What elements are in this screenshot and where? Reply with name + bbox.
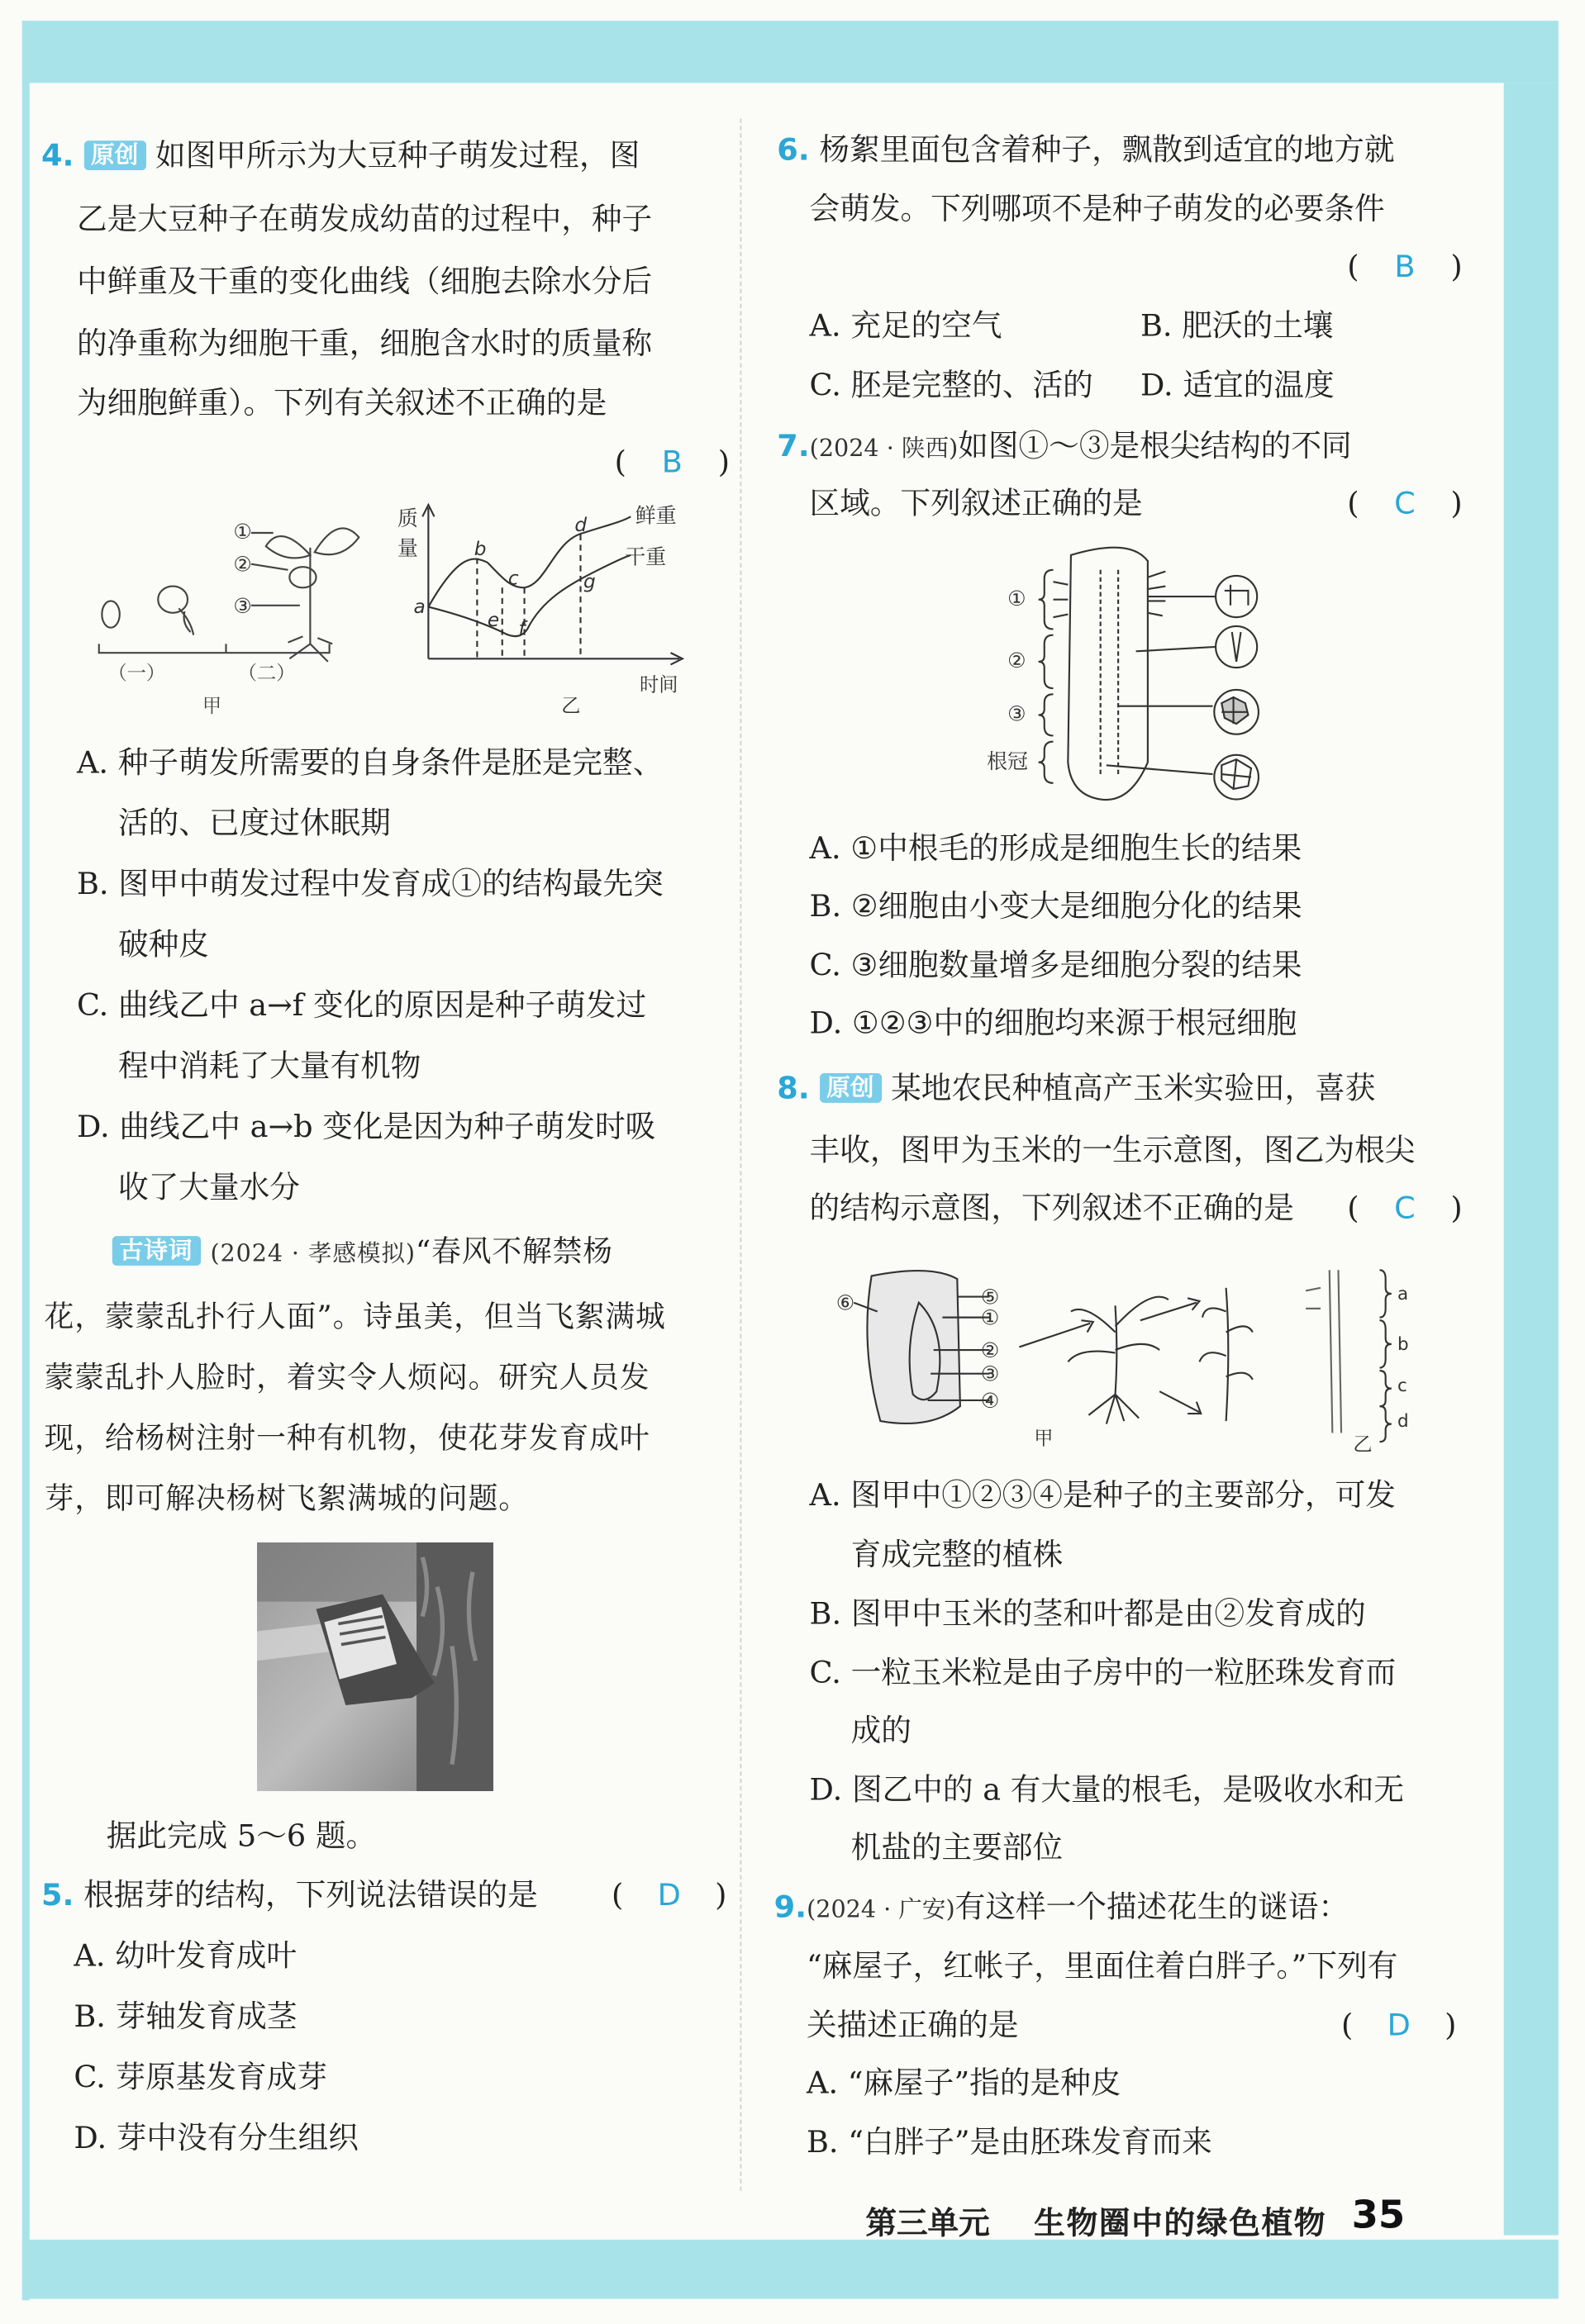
q7-answer-bracket: ( C ) xyxy=(1347,485,1463,521)
q8-option-d-1 xyxy=(810,1772,1405,1808)
q4-stem-3: 中鲜重及干重的变化曲线（细胞去除水分后 xyxy=(76,263,653,299)
q4-option-d-text-2: 收了大量水分 xyxy=(118,1169,300,1205)
q7-option-d-text: ①②③中的细胞均来源于根冠细胞 xyxy=(851,1005,1297,1041)
q7-option-b xyxy=(810,888,1302,924)
q4-option-c-1 xyxy=(77,987,646,1023)
brace-2 xyxy=(1039,635,1054,689)
cell-detail-2 xyxy=(1232,632,1241,662)
q7-label-c3: ③ xyxy=(1007,701,1026,726)
q7-root-tip-figure xyxy=(983,540,1278,807)
q4-option-c-text-2: 程中消耗了大量有机物 xyxy=(118,1048,421,1084)
q4-option-a-text-2: 活的、已度过休眠期 xyxy=(118,805,391,841)
q5-option-b-letter: B. xyxy=(74,1998,106,2034)
arrow-3 xyxy=(1159,1391,1201,1414)
q8-option-a-text-1: 图甲中①②③④是种子的主要部分，可发 xyxy=(850,1477,1396,1514)
q8-line-1 xyxy=(777,1070,1375,1105)
cell-detail-1 xyxy=(1225,585,1249,606)
q7-option-d xyxy=(810,1005,1297,1041)
q9-stem-1: 有这样一个描述花生的谜语： xyxy=(954,1889,1349,1925)
q4-option-d-1 xyxy=(77,1109,655,1144)
q8-label-a: a xyxy=(1397,1284,1409,1305)
q4-stem-1: 如图甲所示为大豆种子萌发过程，图 xyxy=(155,137,640,173)
q9-answer: D xyxy=(1387,2007,1411,2043)
q9-option-a-text: “麻屋子”指的是种皮 xyxy=(847,2065,1121,2101)
q8-label-b: b xyxy=(1397,1334,1409,1356)
q7-option-c xyxy=(810,948,1302,983)
q4-option-d-text-1: 曲线乙中 a→b 变化是因为种子萌发时吸 xyxy=(119,1108,656,1144)
q4-number: 4. xyxy=(41,137,74,173)
q4-label-c1: ① xyxy=(233,520,252,544)
instruction-5-6: 据此完成 5～6 题。 xyxy=(106,1818,377,1854)
q4-option-c-text-1: 曲线乙中 a→f 变化的原因是种子萌发过 xyxy=(118,987,647,1024)
seed-radicle xyxy=(178,608,193,634)
column-divider xyxy=(740,118,742,2190)
q4-stem-2: 乙是大豆种子在萌发成幼苗的过程中，种子 xyxy=(76,201,653,237)
q8-tag: 原创 xyxy=(819,1073,881,1103)
q8-corn-figure xyxy=(827,1258,1433,1458)
root-leader-lines xyxy=(1107,596,1216,774)
q4-stage-two: （二） xyxy=(237,662,296,685)
q9-option-a-letter: A. xyxy=(806,2065,839,2101)
q5-line-1 xyxy=(41,1877,538,1913)
q5-answer: D xyxy=(657,1876,681,1913)
q8-label-c2: ② xyxy=(980,1338,1000,1362)
q8-option-a-letter: A. xyxy=(809,1477,841,1514)
q4-answer-bracket: ( B ) xyxy=(614,444,731,480)
q6-stem-2: 会萌发。下列哪项不是种子萌发的必要条件 xyxy=(809,191,1385,227)
q4-line-1 xyxy=(41,138,640,173)
q9-option-b xyxy=(807,2124,1212,2160)
weight-curve-chart xyxy=(422,505,683,665)
q4-option-c-letter: C. xyxy=(76,987,109,1024)
q7-option-b-letter: B. xyxy=(809,888,842,924)
q8-label-c6: ⑥ xyxy=(835,1290,855,1315)
q8-option-d-letter: D. xyxy=(809,1771,843,1808)
q4-point-a: a xyxy=(413,595,426,618)
q8-label-jia: 甲 xyxy=(1034,1427,1054,1450)
corn-seedling xyxy=(1068,1297,1169,1395)
cell-detail-3 xyxy=(1221,697,1248,724)
q4-label-jia: 甲 xyxy=(202,694,222,717)
q4-option-a-letter: A. xyxy=(76,744,109,781)
q9-number: 9. xyxy=(773,1889,807,1925)
q5-number: 5. xyxy=(41,1876,74,1913)
q8-option-a-text-2: 育成完整的植株 xyxy=(850,1536,1064,1572)
q7-number: 7. xyxy=(777,427,810,463)
time-markers xyxy=(477,535,580,659)
poem-text-4: 现，给杨树注射一种有机物，使花芽发育成叶 xyxy=(44,1419,650,1456)
footer-title: 生物圈中的绿色植物 xyxy=(1034,2205,1327,2241)
brace-d xyxy=(1380,1406,1392,1442)
poem-text-3: 蒙蒙乱扑人脸时，着实令人烦闷。研究人员发 xyxy=(44,1358,650,1395)
poem-source: (2024 · 孝感模拟) xyxy=(210,1238,416,1267)
q6-option-c xyxy=(810,367,1093,402)
q8-option-d-text-2: 机盐的主要部位 xyxy=(850,1829,1064,1865)
seed-germination-figure xyxy=(99,528,359,661)
q4-stem-4: 的净重称为细胞干重，细胞含水时的质量称 xyxy=(76,326,653,362)
q9-source: (2024 · 广安) xyxy=(807,1894,955,1923)
q6-option-a-text: 充足的空气 xyxy=(850,307,1002,344)
q6-answer: B xyxy=(1394,249,1416,285)
seed-stage-1 xyxy=(102,601,119,627)
q4-option-a-1 xyxy=(77,744,663,780)
q6-line-1 xyxy=(777,131,1394,167)
brace-a xyxy=(1380,1270,1392,1317)
q6-option-a-letter: A. xyxy=(809,307,841,344)
q4-stage-one: （一） xyxy=(107,662,166,685)
q4-y-label-2: 量 xyxy=(397,535,418,560)
q4-option-b-text-2: 破种皮 xyxy=(118,926,209,962)
q4-option-b-1 xyxy=(77,866,664,901)
cell-detail-4 xyxy=(1221,759,1251,789)
q8-option-a-1 xyxy=(810,1477,1396,1513)
q5-option-a-text: 幼叶发育成叶 xyxy=(115,1937,297,1974)
q4-point-b: b xyxy=(474,537,487,560)
q4-label-yi: 乙 xyxy=(561,694,581,717)
q4-option-b-text-1: 图甲中萌发过程中发育成①的结构最先突 xyxy=(118,866,664,902)
q4-option-d-letter: D. xyxy=(76,1108,110,1144)
q5-option-c-text: 芽原基发育成芽 xyxy=(115,2059,327,2095)
q7-option-a-letter: A. xyxy=(809,830,841,867)
q8-label-c: c xyxy=(1397,1376,1407,1397)
q6-number: 6. xyxy=(777,131,810,168)
page-number: 35 xyxy=(1351,2193,1406,2239)
root-tip-outline xyxy=(1068,548,1148,800)
q8-stem-3: 的结构示意图，下列叙述不正确的是 xyxy=(809,1190,1294,1226)
brace-3 xyxy=(1039,694,1054,735)
poem-text-5: 芽，即可解决杨树飞絮满城的问题。 xyxy=(44,1480,529,1516)
q7-source: (2024 · 陕西) xyxy=(809,433,959,463)
q4-stem-5: 为细胞鲜重）。下列有关叙述不正确的是 xyxy=(76,384,607,421)
q5-option-d-letter: D. xyxy=(74,2119,107,2155)
q9-option-b-letter: B. xyxy=(806,2124,839,2160)
tree-injection-photo xyxy=(257,1542,493,1791)
q4-y-label-1: 质 xyxy=(397,506,418,531)
q9-stem-3: 关描述正确的是 xyxy=(806,2007,1019,2043)
q4-option-b-letter: B. xyxy=(76,866,109,902)
q6-option-d xyxy=(1140,367,1335,402)
q6-answer-bracket: ( B ) xyxy=(1347,249,1463,285)
q7-line-1 xyxy=(777,428,1351,467)
q5-option-b xyxy=(74,1998,297,2034)
q4-answer: B xyxy=(661,444,683,480)
seedling-cotyledon xyxy=(289,567,316,587)
q8-label-yi: 乙 xyxy=(1353,1433,1373,1456)
q6-option-a xyxy=(810,308,1002,344)
q8-stem-2: 丰收，图甲为玉米的一生示意图，图乙为根尖 xyxy=(809,1132,1416,1168)
q8-label-c3: ③ xyxy=(980,1362,1000,1386)
poem-text-1: “春风不解禁杨 xyxy=(415,1233,613,1269)
q6-option-d-text: 适宜的温度 xyxy=(1183,367,1335,403)
q8-option-b-letter: B. xyxy=(809,1595,842,1632)
q4-point-g: g xyxy=(583,570,596,593)
q8-option-b-text-1: 图甲中玉米的茎和叶都是由②发育成的 xyxy=(850,1595,1366,1632)
dry-weight-curve xyxy=(428,555,631,636)
brace-root-cap xyxy=(1039,742,1054,783)
axis-x xyxy=(428,653,682,664)
frame-right-band xyxy=(1504,83,1559,2235)
q4-label-c3: ③ xyxy=(233,593,252,618)
q7-label-c2: ② xyxy=(1007,649,1026,673)
q6-option-b-letter: B. xyxy=(1140,307,1173,344)
brace-1 xyxy=(1039,570,1054,630)
poem-tag: 古诗词 xyxy=(112,1236,200,1266)
seed-stage-2 xyxy=(158,587,188,613)
root-vascular xyxy=(1101,570,1118,777)
q7-option-c-letter: C. xyxy=(809,947,841,983)
frame-bottom-band xyxy=(22,2240,1559,2299)
q8-option-b-1 xyxy=(810,1595,1366,1631)
q4-dry-label: 干重 xyxy=(625,544,667,569)
poem-line-1 xyxy=(112,1233,613,1271)
corn-seedling-roots xyxy=(1088,1395,1139,1424)
q4-point-c: c xyxy=(507,567,519,590)
q8-answer: C xyxy=(1394,1190,1416,1226)
cell-circle-1 xyxy=(1216,576,1257,617)
arrow-2 xyxy=(1140,1298,1200,1320)
brace-b xyxy=(1380,1320,1392,1367)
q5-option-d xyxy=(74,2120,359,2155)
seedling-leaf-left xyxy=(266,536,311,558)
q5-answer-bracket: ( D ) xyxy=(612,1876,727,1913)
q8-label-c5: ⑤ xyxy=(980,1285,1000,1309)
q7-stem-2: 区域。下列叙述正确的是 xyxy=(809,485,1143,521)
q4-fresh-label: 鲜重 xyxy=(635,503,677,528)
q5-option-c xyxy=(74,2059,327,2094)
q5-option-a xyxy=(74,1937,297,1973)
fresh-weight-curve xyxy=(428,516,631,606)
q9-option-a xyxy=(807,2065,1121,2100)
q7-stem-1: 如图①～③是根尖结构的不同 xyxy=(958,427,1352,463)
brace-c xyxy=(1380,1371,1392,1406)
q4-label-c2: ② xyxy=(233,552,252,577)
q7-option-a-text: ①中根毛的形成是细胞生长的结果 xyxy=(850,830,1302,867)
q8-number: 8. xyxy=(777,1070,810,1106)
q7-option-b-text: ②细胞由小变大是细胞分化的结果 xyxy=(850,888,1302,924)
q8-option-c-text-1: 一粒玉米粒是由子房中的一粒胚珠发育而 xyxy=(850,1655,1397,1691)
q4-tag: 原创 xyxy=(83,140,145,170)
frame-left-band xyxy=(22,21,30,2300)
q9-answer-bracket: ( D ) xyxy=(1341,2007,1457,2043)
q7-option-a xyxy=(810,830,1302,866)
q8-option-c-letter: C. xyxy=(809,1655,841,1691)
q5-option-d-text: 芽中没有分生组织 xyxy=(116,2119,359,2155)
q5-stem: 根据芽的结构，下列说法错误的是 xyxy=(83,1876,538,1913)
q8-option-c-text-2: 成的 xyxy=(850,1712,911,1748)
q4-point-f: f xyxy=(518,617,526,640)
q8-label-d: d xyxy=(1397,1411,1409,1433)
seedling-leaf-right xyxy=(315,528,359,554)
q5-option-c-letter: C. xyxy=(74,2059,106,2095)
q7-answer: C xyxy=(1394,485,1416,521)
q4-point-d: d xyxy=(574,514,588,537)
poem-text-2: 花，蒙蒙乱扑行人面”。诗虽美，但当飞絮满城 xyxy=(44,1298,666,1334)
q7-option-d-letter: D. xyxy=(809,1005,843,1041)
q6-option-b xyxy=(1140,308,1333,344)
q8-option-c-1 xyxy=(810,1655,1397,1690)
seedling-leader-lines xyxy=(251,533,300,606)
q8-answer-bracket: ( C ) xyxy=(1347,1190,1463,1226)
q6-option-c-letter: C. xyxy=(809,367,841,403)
q4-point-e: e xyxy=(487,608,500,631)
q8-option-d-text-1: 图乙中的 a 有大量的根毛，是吸收水和无 xyxy=(851,1771,1405,1808)
q8-label-c4: ④ xyxy=(980,1388,1000,1413)
q7-option-c-text: ③细胞数量增多是细胞分裂的结果 xyxy=(850,947,1302,983)
q6-stem-1: 杨絮里面包含着种子，飘散到适宜的地方就 xyxy=(819,131,1395,168)
root-tip-yi xyxy=(1306,1270,1341,1433)
q9-stem-2: “麻屋子，红帐子，里面住着白胖子。”下列有 xyxy=(806,1947,1398,1984)
frame-top-band xyxy=(22,21,1559,83)
q6-option-c-text: 胚是完整的、活的 xyxy=(850,367,1093,403)
q4-option-a-text-1: 种子萌发所需要的自身条件是胚是完整、 xyxy=(117,744,664,781)
q6-option-b-text: 肥沃的土壤 xyxy=(1182,307,1334,344)
q8-label-c1: ① xyxy=(980,1305,1000,1330)
axis-y xyxy=(422,505,434,658)
q6-option-d-letter: D. xyxy=(1140,367,1173,403)
corn-mature-plant xyxy=(1199,1288,1252,1421)
q8-stem-1: 某地农民种植高产玉米实验田，喜获 xyxy=(891,1070,1376,1106)
q7-label-root-cap: 根冠 xyxy=(987,749,1029,773)
q9-option-b-text: “白胖子”是由胚珠发育而来 xyxy=(848,2124,1212,2160)
q5-option-b-text: 芽轴发育成茎 xyxy=(115,1998,297,2034)
q5-option-a-letter: A. xyxy=(74,1937,106,1974)
stage-brackets xyxy=(99,644,330,653)
q9-line-1 xyxy=(774,1889,1349,1927)
q7-label-c1: ① xyxy=(1007,586,1026,611)
arrow-1 xyxy=(1019,1320,1092,1347)
footer-unit: 第三单元 xyxy=(865,2205,990,2241)
q4-figure xyxy=(81,496,702,733)
q4-x-label: 时间 xyxy=(639,673,678,696)
